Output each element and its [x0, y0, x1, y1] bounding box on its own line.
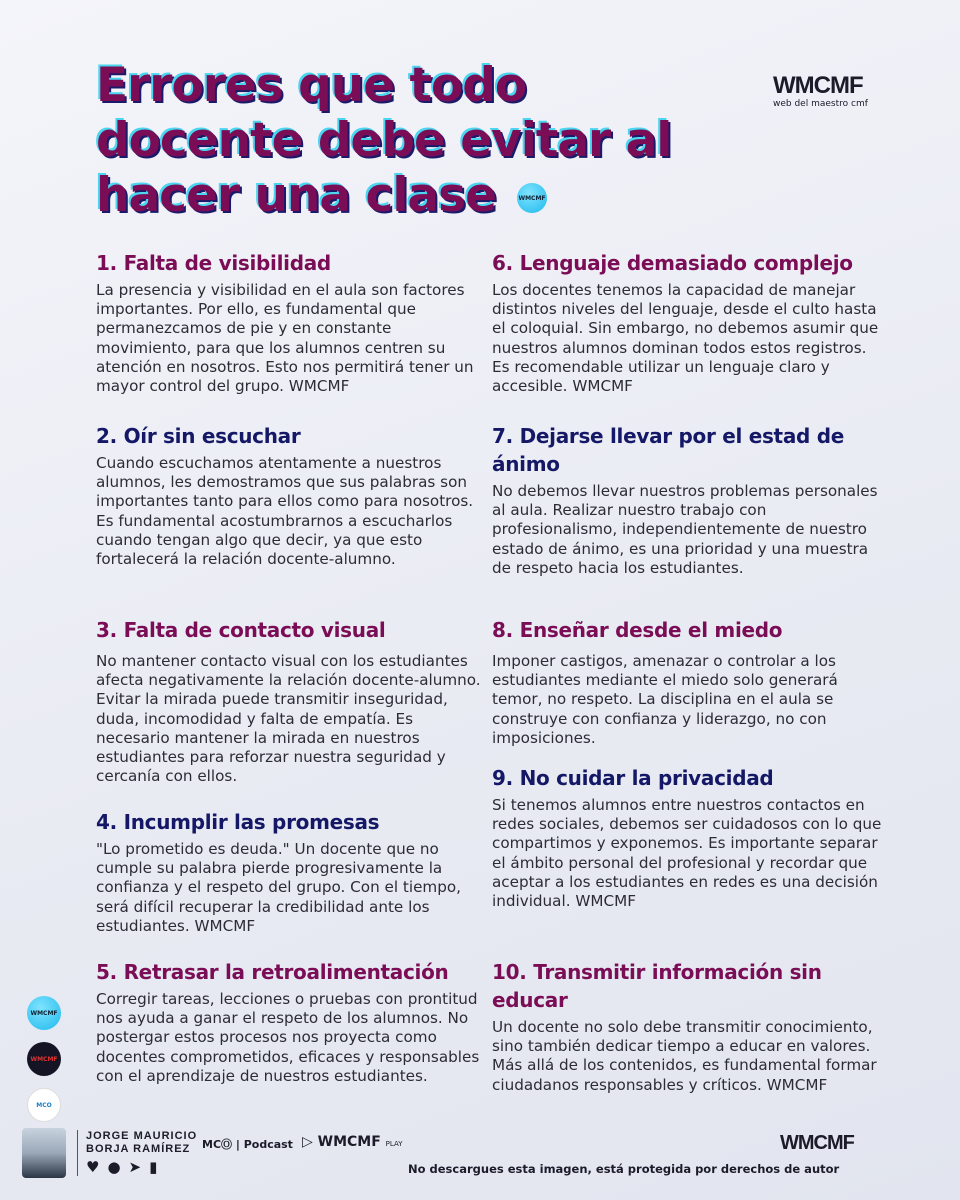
wmcmf-icon[interactable]: WMCMF	[27, 996, 61, 1030]
author-photo	[22, 1128, 66, 1178]
error-item-6	[492, 249, 887, 396]
error-body: Imponer castigos, amenazar o controlar a los estudiantes mediante el miedo solo generará temor, no respeto. La disciplina en el aula se construye con confianza y liderazgo, no con imposiciones.	[492, 652, 838, 747]
side-icons	[27, 996, 61, 1134]
error-heading: 4. Incumplir las promesas	[96, 810, 380, 834]
error-item-9	[492, 764, 887, 911]
bookmark-icon[interactable]: ▮	[149, 1158, 158, 1176]
error-body: La presencia y visibilidad en el aula son factores importantes. Por ello, es fundamental que permanezcamos de pie y en constante movimiento, para que los alumnos centren su atención en nosotros. Esto nos permitirá tener un mayor control del grupo. WMCMF	[96, 281, 474, 396]
page-title: Errores que todo docente debe evitar al hacer una clase	[96, 58, 672, 223]
error-item-3	[96, 616, 491, 786]
author-name-line2: BORJA RAMÍREZ	[86, 1143, 191, 1155]
author-name	[86, 1130, 197, 1156]
podcast-logo: MCⓄ | Podcast	[202, 1138, 293, 1151]
error-body: No debemos llevar nuestros problemas personales al aula. Realizar nuestro trabajo con profesionalismo, independientemente de nuestro estado de ánimo, es una prioridad y una muestra de respeto hacia los estudiantes.	[492, 482, 878, 577]
send-icon[interactable]: ➤	[128, 1158, 142, 1176]
error-heading: 1. Falta de visibilidad	[96, 251, 331, 275]
error-body: "Lo prometido es deuda." Un docente que no cumple su palabra pierde progresivamente la confianza y el respeto del grupo. Con el tiempo, será difícil recuperar la credibilidad ante los estudiantes. WMCMF	[96, 840, 461, 935]
mco-icon[interactable]: MCO	[27, 1088, 61, 1122]
social-actions	[86, 1158, 157, 1176]
wmcmf-play-logo: ▷ WMCMF PLAY	[302, 1134, 403, 1150]
error-item-4	[96, 808, 491, 936]
author-name-line1: JORGE MAURICIO	[86, 1130, 198, 1142]
brand-logo	[773, 74, 868, 109]
error-heading: 7. Dejarse llevar por el estad de ánimo	[492, 424, 844, 476]
play-logo-text: WMCMF	[317, 1134, 381, 1150]
brand-logo-bottom: WMCMF	[780, 1132, 854, 1154]
comment-icon[interactable]: ●	[107, 1158, 121, 1176]
wmcmf-dark-icon[interactable]: WMCMF	[27, 1042, 61, 1076]
brand-subtitle: web del maestro cmf	[773, 99, 868, 109]
error-heading: 3. Falta de contacto visual	[96, 618, 386, 642]
divider	[77, 1130, 78, 1176]
error-body: Corregir tareas, lecciones o pruebas con prontitud nos ayuda a ganar el respeto de los alumnos. No postergar estos procesos nos proyecta como docentes comprometidos, eficaces y responsables con el aprendizaje de nuestros estudiantes.	[96, 990, 480, 1085]
copyright-notice: No descargues esta imagen, está protegida por derechos de autor	[408, 1162, 840, 1176]
error-item-7	[492, 422, 887, 578]
error-body: Cuando escuchamos atentamente a nuestros alumnos, les demostramos que sus palabras son importantes tanto para ellos como para nosotros. Es fundamental acostumbrarnos a escucharlos cuando tengan algo que decir, ya que esto fortalecerá la relación docente-alumno.	[96, 454, 474, 569]
error-item-8	[492, 616, 887, 748]
error-heading: 2. Oír sin escuchar	[96, 424, 301, 448]
brand-logo-text: WMCMF	[773, 72, 863, 99]
error-body: Los docentes tenemos la capacidad de manejar distintos niveles del lenguaje, desde el culto hasta el coloquial. Sin embargo, no debemos asumir que nuestros alumnos dominan todos estos registros. Es recomendable utilizar un lenguaje claro y accesible. WMCMF	[492, 281, 879, 396]
error-item-10	[492, 958, 887, 1095]
error-body: Si tenemos alumnos entre nuestros contactos en redes sociales, debemos ser cuidadosos con lo que compartimos y exponemos. Es importante separar el ámbito personal del profesional y recordar que aceptar a los estudiantes en redes es una decisión individual. WMCMF	[492, 796, 882, 911]
error-heading: 9. No cuidar la privacidad	[492, 766, 774, 790]
error-heading: 5. Retrasar la retroalimentación	[96, 960, 449, 984]
error-item-2	[96, 422, 491, 569]
wmcmf-badge-icon: WMCMF	[517, 183, 547, 213]
error-body: No mantener contacto visual con los estudiantes afecta negativamente la relación docente-alumno. Evitar la mirada puede transmitir inseguridad, duda, incomodidad y falta de empatía. Es necesario mantener la mirada en nuestros estudiantes para reforzar nuestra seguridad y cercanía con ellos.	[96, 652, 481, 786]
play-logo-suffix: PLAY	[385, 1140, 403, 1148]
error-heading: 8. Enseñar desde el miedo	[492, 618, 783, 642]
heart-icon[interactable]: ♥	[86, 1158, 100, 1176]
error-heading: 10. Transmitir información sin educar	[492, 960, 822, 1012]
error-item-1	[96, 249, 491, 396]
error-item-5	[96, 958, 491, 1086]
error-body: Un docente no solo debe transmitir conocimiento, sino también dedicar tiempo a educar en valores. Más allá de los contenidos, es fundamental formar ciudadanos responsables y críticos. WMCMF	[492, 1018, 877, 1094]
error-heading: 6. Lenguaje demasiado complejo	[492, 251, 853, 275]
